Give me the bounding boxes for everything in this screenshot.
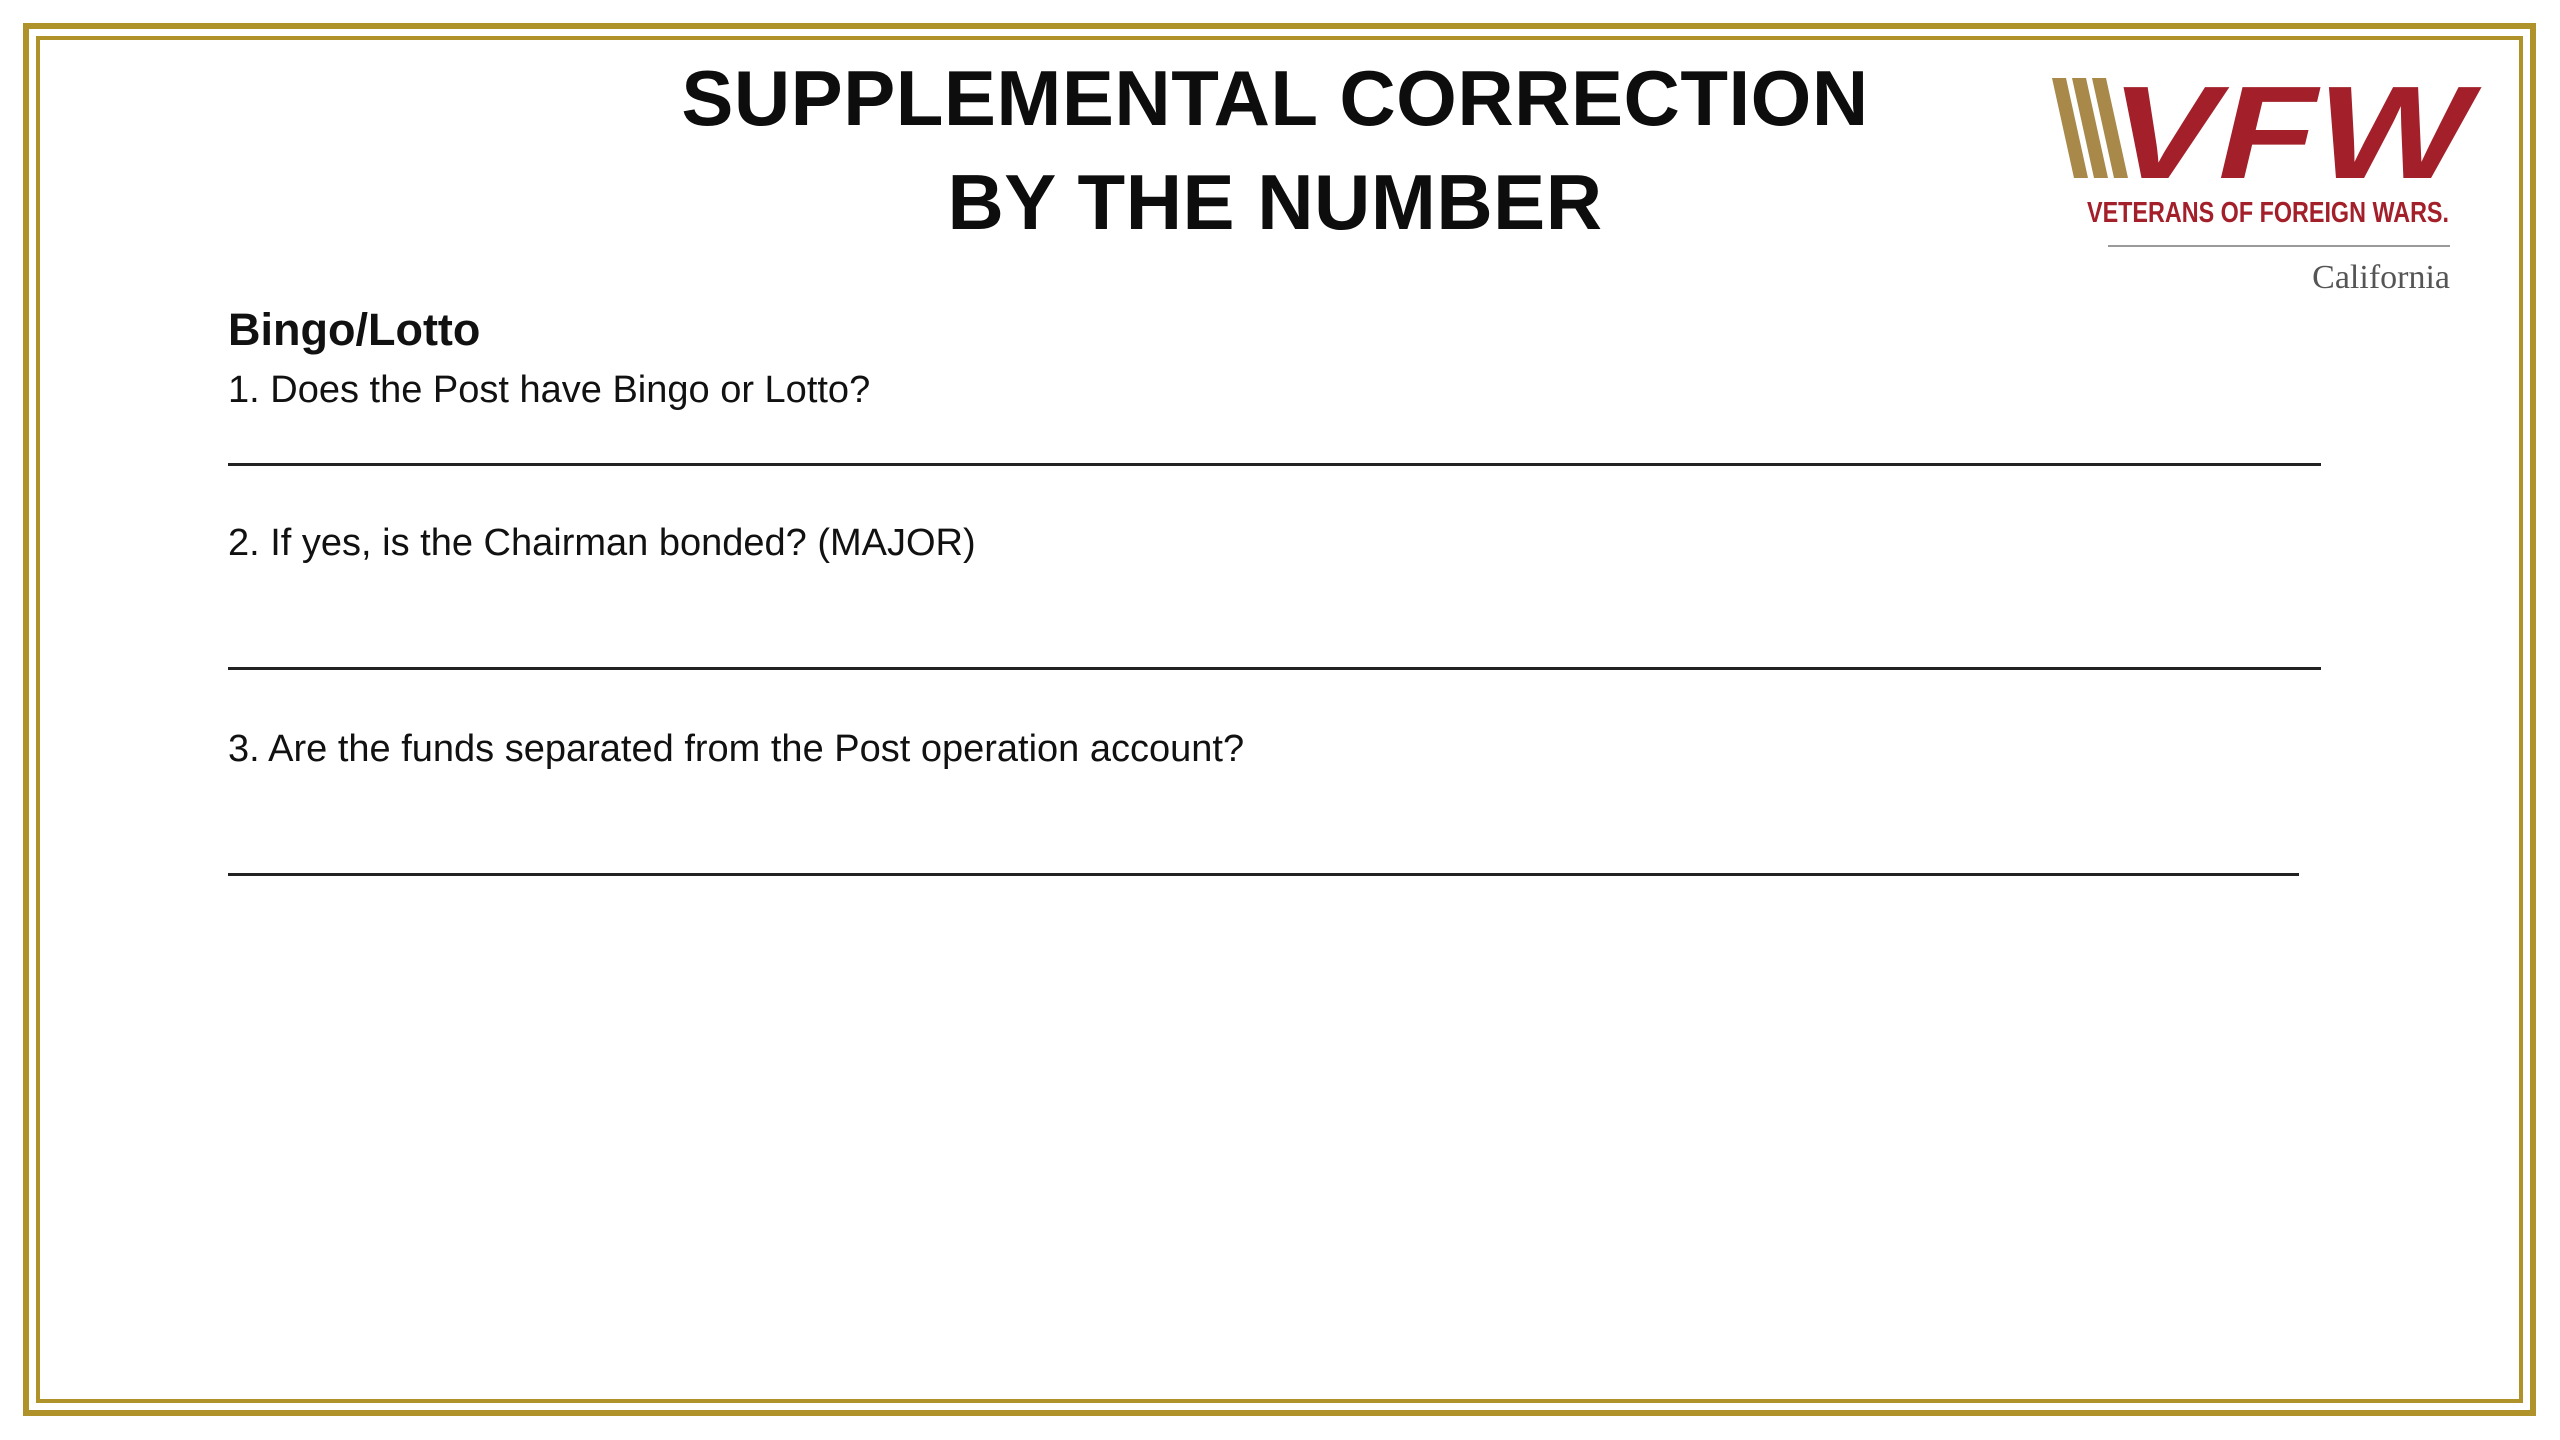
svg-text:VFW: VFW	[2110, 59, 2482, 206]
question-2: 2. If yes, is the Chairman bonded? (MAJOR)	[228, 522, 976, 564]
answer-line-3	[228, 873, 2299, 876]
title-line-1: SUPPLEMENTAL CORRECTION	[681, 54, 1869, 142]
bingo-lotto-section	[228, 300, 2328, 770]
svg-text:VETERANS OF FOREIGN WARS.: VETERANS OF FOREIGN WARS.	[2087, 197, 2449, 229]
svg-text:California: California	[2312, 259, 2450, 296]
section-heading: Bingo/Lotto	[228, 304, 481, 355]
question-1: 1. Does the Post have Bingo or Lotto?	[228, 369, 871, 411]
question-3: 3. Are the funds separated from the Post operation account?	[228, 728, 1245, 770]
vfw-logo	[2052, 59, 2482, 306]
title-line-2: BY THE NUMBER	[947, 158, 1603, 246]
answer-line-2	[228, 667, 2321, 670]
answer-line-1	[228, 463, 2321, 466]
